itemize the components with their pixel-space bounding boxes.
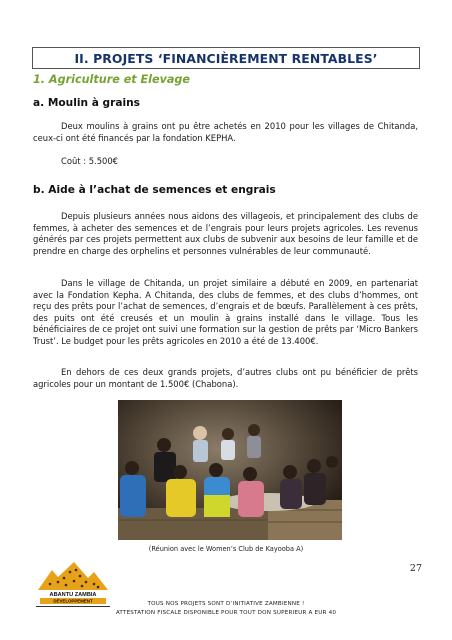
- subsection-b-title: b. Aide à l’achat de semences et engrais: [33, 184, 276, 196]
- page-number: 27: [409, 563, 422, 574]
- heading-box: [32, 47, 420, 69]
- subsection-b-paragraph-3: En dehors de ces deux grands projets, d’autres clubs ont pu bénéficier de prêts agricoles pour un montant de 1.500€ (Chabona).: [33, 367, 418, 389]
- subsection-b-paragraph-1: Depuis plusieurs années nous aidons des villageois, et principalement des clubs de femmes, à acheter des semences et de l’engrais pour leurs projets agricoles. Les revenus générés par ces projets permettent aux clubs de subvenir aux besoins de leur famille et de prendre en charge des orphelins et personnes vulnérables de leur communauté.: [33, 211, 418, 256]
- subsection-a-paragraph: Deux moulins à grains ont pu être achetés en 2010 pour les villages de Chitanda, ceux-ci ont été financés par la fondation KEPHA.: [33, 121, 418, 143]
- page-heading: II. PROJETS ‘FINANCIÈREMENT RENTABLES’: [74, 50, 378, 66]
- logo-name-line1: ABANTU ZAMBIA: [49, 592, 97, 598]
- organization-logo: [36, 560, 110, 604]
- subsection-a-title: a. Moulin à grains: [33, 97, 140, 109]
- subsection-b-paragraph-2: Dans le village de Chitanda, un projet similaire a débuté en 2009, en partenariat avec la Fondation Kepha. A Chitanda, des clubs de femmes, et des clubs d’hommes, ont reçu des prêts pour l’achat de semences, d’engrais et de bœufs. Parallèlement à ces prêts, des puits ont été creusés et un moulin à grains installé dans le village. Tous les bénéficiaires de ce projet ont suivi une formation sur la gestion de prêts par ‘Micro Bankers Trust’. Le budget pour les prêts agricoles en 2010 a été de 13.400€.: [33, 278, 418, 346]
- logo-name-line2: DÉVELOPPEMENT: [53, 598, 93, 604]
- footer-line-1: TOUS NOS PROJETS SONT D’INITIATIVE ZAMBIENNE !: [147, 601, 305, 607]
- cost-line: Coût : 5.500€: [61, 156, 119, 166]
- photo-caption: (Réunion avec le Women’s Club de Kayooba A): [148, 545, 304, 553]
- footer-line-2: ATTESTATION FISCALE DISPONIBLE POUR TOUT DON SUPERIEUR A EUR 40: [115, 610, 337, 616]
- meeting-photo: [118, 400, 342, 540]
- section-title: 1. Agriculture et Elevage: [33, 73, 191, 86]
